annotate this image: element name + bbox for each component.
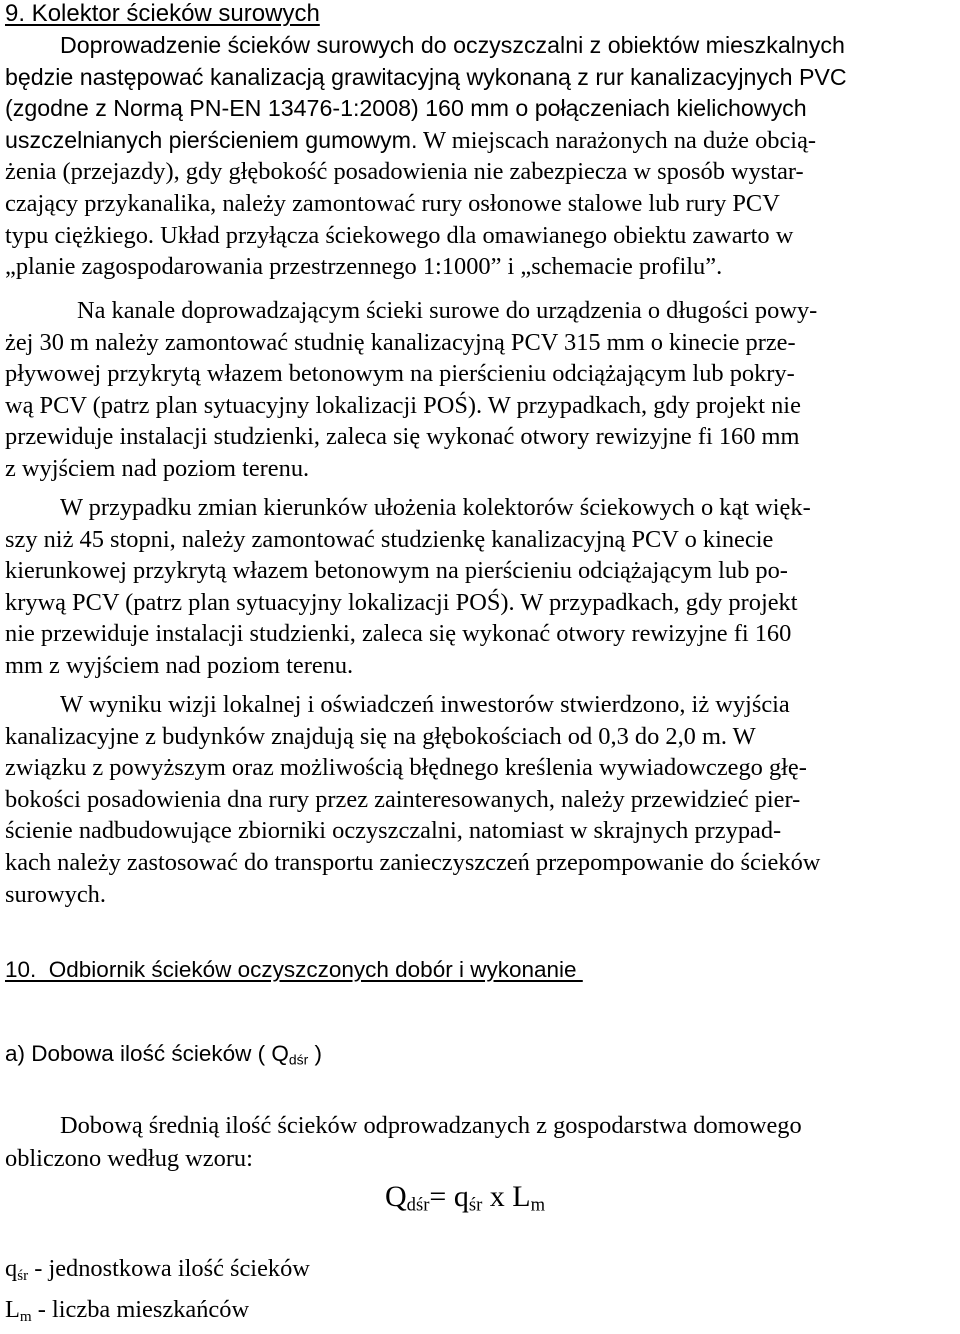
text-line: wą PCV (patrz plan sytuacyjny lokalizacji POŚ). W przypadkach, gdy projekt nie [5, 391, 801, 419]
subsection-a-heading [5, 1038, 322, 1075]
text-line: czający przykanalika, należy zamontować rury osłonowe stalowe lub rury PCV [5, 189, 780, 217]
text-fragment: W miejscach narażonych na duże obcią- [417, 126, 817, 154]
text-line: z wyjściem nad poziom terenu. [5, 454, 310, 482]
text-line: będzie następować kanalizacją grawitacyjną wykonaną z rur kanalizacyjnych PVC [5, 63, 847, 90]
text-line: kanalizacyjne z budynków znajdują się na głębokościach od 0,3 do 2,0 m. W [5, 722, 756, 750]
text-line: mm z wyjściem nad poziom terenu. [5, 651, 354, 679]
text-line: żej 30 m należy zamontować studnię kanalizacyjną PCV 315 mm o kinecie prze- [5, 328, 796, 356]
definition-text: - liczba mieszkańców [31, 1295, 250, 1323]
text-line: przewiduje instalacji studzienki, zaleca się wykonać otwory rewizyjne fi 160 mm [5, 423, 800, 451]
formula [385, 1177, 545, 1226]
paragraph-intro [5, 30, 955, 283]
text-line: obliczono według wzoru: [5, 1145, 253, 1172]
text-line: „planie zagospodarowania przestrzennego 1:1000” i „schemacie profilu”. [5, 253, 723, 281]
text-line: typu ciężkiego. Układ przyłącza ściekowego dla omawianego obiektu zawarto w [5, 221, 794, 249]
text-line: nie przewiduje instalacji studzienki, zaleca się wykonać otwory rewizyjne fi 160 [5, 620, 792, 648]
subsection-a-close: ) [308, 1041, 322, 1066]
text-line [5, 125, 955, 157]
definition-symbol: L [5, 1295, 20, 1323]
text-line: surowych. [5, 880, 106, 908]
subscript: dśr [406, 1194, 430, 1216]
section-10-heading: 10. Odbiornik ścieków oczyszczonych dobór i wykonanie [5, 957, 583, 982]
text-line: W przypadku zmian kierunków ułożenia kolektorów ściekowych o kąt więk- [60, 494, 811, 521]
paragraph-direction-change [5, 492, 955, 682]
subscript: m [530, 1194, 546, 1216]
definition-item [5, 1252, 310, 1293]
definition-item [5, 1293, 310, 1334]
subscript: m [19, 1308, 32, 1325]
paragraph-site-inspection [5, 689, 955, 910]
formula-eq: = q [429, 1180, 469, 1213]
text-line: kierunkowej przykrytą włazem betonowym na pierścieniu odciążającym lub po- [5, 557, 788, 585]
text-line: ścienie nadbudowujące zbiorniki oczyszczalni, natomiast w skrajnych przypad- [5, 817, 782, 845]
subsection-a-text: a) Dobowa ilość ścieków ( Q [5, 1041, 289, 1066]
definition-text: - jednostkowa ilość ścieków [28, 1255, 310, 1282]
paragraph-manhole [5, 295, 955, 485]
formula-q: Q [385, 1180, 407, 1213]
text-fragment: uszczelnianych pierścieniem gumowym. [5, 126, 418, 153]
subscript: dśr [288, 1051, 309, 1068]
text-line: W wyniku wizji lokalnej i oświadczeń inwestorów stwierdzono, iż wyjścia [60, 691, 790, 718]
section-9-heading: 9. Kolektor ścieków surowych [5, 0, 320, 27]
text-line: kach należy zastosować do transportu zanieczyszczeń przepompowanie do ścieków [5, 848, 821, 876]
text-line: (zgodne z Normą PN-EN 13476-1:2008) 160 mm o połączeniach kielichowych [5, 95, 807, 122]
definition-symbol: q [5, 1255, 18, 1282]
text-line: Dobową średnią ilość ścieków odprowadzanych z gospodarstwa domowego [60, 1112, 802, 1139]
text-line: krywą PCV (patrz plan sytuacyjny lokalizacji POŚ). W przypadkach, gdy projekt [5, 588, 798, 616]
formula-times: x L [482, 1180, 531, 1213]
definitions-list [5, 1252, 310, 1334]
text-line: Na kanale doprowadzającym ścieki surowe do urządzenia o długości powy- [77, 297, 818, 324]
text-line: szy niż 45 stopni, należy zamontować studzienkę kanalizacyjną PCV o kinecie [5, 525, 774, 553]
subscript: śr [17, 1267, 29, 1284]
text-line: związku z powyższym oraz możliwością błędnego kreślenia wywiadowczego głę- [5, 754, 807, 782]
text-line: pływowej przykrytą włazem betonowym na pierścieniu odciążającym lub pokry- [5, 360, 795, 388]
subscript: śr [468, 1194, 483, 1216]
text-line: Doprowadzenie ścieków surowych do oczyszczalni z obiektów mieszkalnych [60, 32, 845, 58]
text-line: bokości posadowienia dna rury przez zainteresowanych, należy przewidzieć pier- [5, 785, 801, 813]
paragraph-daily-average [5, 1109, 955, 1175]
text-line: żenia (przejazdy), gdy głębokość posadowienia nie zabezpiecza w sposób wystar- [5, 158, 804, 186]
